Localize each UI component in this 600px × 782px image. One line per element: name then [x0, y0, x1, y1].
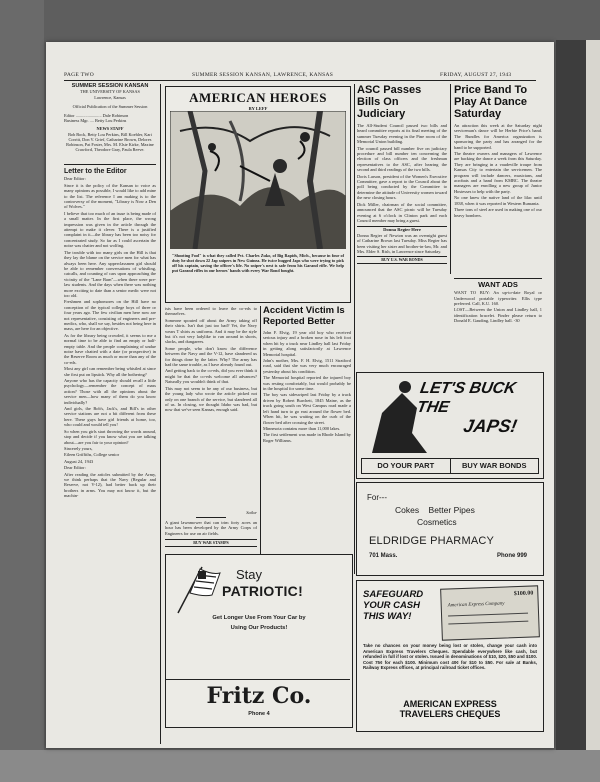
asc-body [357, 123, 447, 223]
adjacent-page-edge [556, 40, 600, 760]
scan-left-background [0, 0, 44, 782]
paragraph: The theatre owners and managers of Lawrence are backing the dance a week from this Saturday. They are bringing in a vaudeville troupe from Kansas City to entertain the servicemen. The program will include dancers, musicians, and acrobats and a band from KMBC. The theatre managers are enrolling a new group of Junior Hostesses to help with the party. [454, 151, 542, 194]
eldridge-pharmacy-ad: For--- Cokes Better Pipes Cosmetics ELDRIDGE PHARMACY 701 Mass. Phone 999 [356, 482, 544, 576]
masthead-official: Official Publication of the Summer Session [72, 103, 148, 109]
paragraph: Dear Editor: [64, 176, 86, 182]
paragraph: Doris Larson, president of the Women's Executive Committee, gave a report to the Council about the poll being conducted by the Committee to determine the attitude of University women toward the new closing hours. [357, 173, 447, 201]
signoff: Sailor [246, 510, 257, 515]
paragraph: The boy was sideswiped last Friday by a truck driven by Robert Burchett, 1845 Maine, as the truck going south on West Campus road made a left hand turn to go east around the flower bed. When hit, he was waiting on the curb of the flower bed after crossing the street. [263, 392, 351, 425]
masthead-editor: Editor ........................ Dale Robinson [64, 113, 129, 119]
column-rule [354, 84, 355, 574]
column-rule [160, 84, 161, 744]
fritz-co-ad: Stay PATRIOTIC! Get Longer Use From Your Car by Using Our Products! Fritz Co. Phone 4 [165, 554, 353, 728]
asc-headline: ASC Passes Bills On Judiciary [357, 84, 422, 120]
buck-headline: LET'S BUCK THE JAPS! [415, 380, 519, 436]
do-your-part: DO YOUR PART [362, 459, 451, 473]
american-heroes-panel [165, 86, 351, 303]
letter-to-editor [64, 166, 156, 746]
masthead-title: SUMMER SESSION KANSAN [71, 83, 149, 89]
masthead [64, 84, 156, 152]
paragraph: This may not seem to be any of our business, but the young lady who wrote the article picked not only on one branch of the service, but slandered all of us. In closing, we thought Idaho was bad, but now that we've seen Kansas, enough said. [165, 385, 257, 413]
want-ads-title: WANT ADS [478, 279, 518, 289]
pharmacy-name: ELDRIDGE PHARMACY [369, 535, 495, 547]
scan-bottom-background [0, 750, 600, 782]
paragraph: No one knew the native land of the lilac until 1838, when it was reported in Western Rumania. [454, 195, 542, 206]
paragraph: The All-Student Council passed two bills and heard committee reports at its final meeting of the summer Tuesday evening in the Pine room of the Memorial Union building. [357, 123, 447, 145]
paragraph: Most any girl can remember being whistled at since she first put on lipstick. Why all the bothering? [64, 366, 156, 377]
lawnmower-item [165, 510, 257, 547]
buck-the-japs-ad [356, 372, 544, 479]
lawnmower-text: A giant lawnmower that can trim forty acres an hour has been developed by the Army Corps of Engineers for use on air fields. [165, 520, 257, 536]
accident-article [263, 306, 351, 574]
news-staff-list: Bob Bock, Betty Lou Perkins, Bill Koehler, Kari Corritt, Don V. Grief, Catharine Brown, Delores Robinson, Pat Foster, Mrs. M. Elsie Kirke, Maxine Crawford, Theodore Gray, Paula Reeve. [66, 131, 154, 153]
heroes-caption: "Shooting Fool" is what they called Pvt. Charles Zuko, of Big Rapids, Mich., because in four of duty he shot down 22 Jap snipers in New Guinea. He twice hugged Japs who were trying to pick off his captain, saving the officer's life. No sniper's nest is safe from his Garand rifle. We help put Garand rifles in our heroes' hands with every War Bond bought. [172, 253, 344, 273]
buy-war-bonds: BUY WAR BONDS [462, 461, 527, 470]
paragraph: Some people, who don't know the difference between the Navy and the V-12, have slandered us for things done by the latter. Why? The army has had the same trouble, as I have already found out. [165, 345, 257, 368]
paragraph: I believe that too much of an issue is being made of a small matter. In the first place, the wrong impression was given in the article through the attempt to make it clever. There is a justified complaint in it—the library has been too noisy for concentrated study. So far as I could ascertain the noise was chatter and not wolfing. [64, 210, 156, 249]
american-express-ad [356, 580, 544, 732]
price-band-article [454, 84, 542, 274]
paragraph: Freshmen and sophomores on the Hill have no conception of the typical college boys of three or four years ago. The few civilian men here now are not representative, consisting of engineers and pre-medics, who, shall we say, besides not being here in mass, are here for an objective. [64, 299, 156, 332]
price-band-headline: Price Band To Play At Dance Saturday [454, 84, 528, 120]
war-bonds-strip: BUY U.S. WAR BONDS [357, 256, 447, 263]
accident-body [263, 330, 351, 443]
safeguard-headline: SAFEGUARD YOUR CASH THIS WAY! [363, 589, 424, 622]
newspaper-page [46, 42, 554, 748]
paragraph: The Memorial hospital reported the injured boy was resting comfortably, but would probably be in the hospital for some time. [263, 375, 351, 392]
buck-footer [361, 458, 539, 474]
paragraph: Dick Miller, chairman of the social committee, announced that the ASC picnic will be Tuesday evening at 6 o'clock in Clinton park and each Council member may bring a guest. [357, 201, 447, 223]
patriotic-text: PATRIOTIC! [222, 583, 304, 599]
paragraph: Eileen Griffiths, College senior [64, 452, 120, 458]
paragraph: Minnesota contains more than 11,000 lakes. [263, 425, 341, 431]
news-staff-title: NEWS STAFF [96, 126, 124, 132]
donna-regier-title: Donna Regier Here [357, 226, 447, 232]
paragraph: Since it is the policy of the Kansan to voice as many opinions as possible, I would like to add mine to the list. The reference I am making is to the controversy of the moment, "Library is Now a Den of Wolves." [64, 182, 156, 210]
divider [64, 164, 156, 165]
paragraph: August 24, 1943 [64, 458, 94, 464]
masthead-university: THE UNIVERSITY OF KANSAS [80, 89, 140, 95]
paragraph: Anyone who has the capacity should recall a little psychology—remember the concept of mass action? Those with all the opinions about the service men—how many of them do you know individually? [64, 378, 156, 405]
heroes-byline: BY LEFF [248, 106, 268, 111]
paragraph: Three tons of steel are used in making one of our heavy bombers. [454, 207, 542, 218]
heroes-title: AMERICAN HEROES [189, 90, 327, 105]
donna-regier-text: Donna Regier of Newton was an overnight guest of Catharine Brown last Tuesday. Miss Regier has been visiting her sister and brother-in-law, Mr. and Mrs. Elder S. Rish, in Lawrence since Saturday. [357, 232, 447, 254]
flag-icon [172, 565, 222, 615]
masthead-city: Lawrence, Kansas [94, 94, 126, 100]
paragraph: And getting back to the co-eds, did you ever think it might be that the co-eds welcome all advances? Naturally you wouldn't think of that. [165, 368, 257, 385]
express-body: Take no chances on your money being lost or stolen, change your cash into American Express Travelers Cheques. Spendable everywhere like cash, but refunded in full if lost or stolen. Issued in denominations of $10, $20, $50 and $100. Cost 75¢ for each $100. Minimum cost 40¢ for $10 to $50. For sale at Banks, Railway Express offices, at principal railroad ticket offices. [363, 643, 537, 671]
column-rule [450, 84, 451, 274]
want-ad-item: WANT TO BUY: An up-to-date Royal or Underwood portable typewriter. Ellis type preferred. Call, K.U. 160. [454, 290, 542, 307]
letter-continuation-body [165, 306, 257, 413]
paragraph: John's mother, Mrs. F. H. Elvig, 1511 Stratford road, said that she was very much encouraged yesterday about his condition. [263, 358, 351, 374]
paper-title-line: SUMMER SESSION KANSAN, LAWRENCE, KANSAS [192, 72, 334, 78]
header-rule [64, 80, 536, 81]
war-stamps-strip: BUY WAR STAMPS [165, 539, 257, 546]
masthead-business: Business Mgr. .... Betty Lou Perkins [64, 118, 127, 124]
paragraph: So when you girls start throwing the words around, stop and decide if you know what you are talking about—are you fair to your opinion? [64, 428, 156, 445]
letter-body [64, 176, 156, 498]
heroes-illustration [170, 111, 346, 249]
stay-text: Stay [236, 567, 263, 582]
fritz-brand: Fritz Co. [206, 683, 312, 709]
page-number: PAGE TWO [64, 72, 95, 78]
paragraph: Sincerely yours, [64, 445, 93, 451]
column-rule [260, 306, 261, 576]
paragraph: As for the library being crowded, it seems to me a normal time to be able to find an empty or half-empty table. And the people complaining of undue noise have chatted with a date (or prospective) in the Reserve Room as much or more than any of the co-eds. [64, 332, 156, 365]
paragraph: The trouble with too many girls on the Hill is that they lay the blame on the service men for what has always been here. Any upperclassmen girl should be able to remember conversations of whistling, catcalls, and counting of cars upon approaching the vicinity of the "Lane Barn"—when there were pre-law students. And the days when there was nothing more exciting to date than a senior medic were not too old. [64, 249, 156, 298]
want-ad-item: LOST—Between the Union and Lindley hall, 1 identification bracelet. Finder please return to Donald E. Gauding, Lindley hall. -30 [454, 307, 542, 324]
letter-title: Letter to the Editor [64, 168, 127, 175]
cheque-image: $100.00 American Express Company [440, 585, 540, 640]
paragraph: John F. Elvig, 19 year old boy who received serious injury and a broken nose in his left foot when hit by a truck near Lindley hall last Friday in getting along satisfactorily at Lawrence Memorial hospital. [263, 330, 351, 357]
paragraph: Someone spouted off about the Army taking off their shirts. Isn't that just too bad? Yet, the Navy wears T shirts as uniforms. And it may be the style but it's not very ladylike to run around in shorts, slacks, and dungarees. [165, 317, 257, 345]
issue-date: FRIDAY, AUGUST 27, 1943 [440, 72, 512, 78]
paragraph: The first settlement was made in Rhode Island by Roger Williams. [263, 432, 351, 443]
letter-continuation [165, 306, 257, 531]
paragraph: And girls, the Bob's, Jack's, and Bill's in other service stations are not a bit different from these here. These guys have girl friends at home, too, who could and would tell you! [64, 406, 156, 428]
paragraph: ists have been ordered to leave the co-eds to themselves. [165, 306, 257, 317]
paragraph: An attraction this week at the Saturday night serviceman's dance will be Herbie Price's band. The Bundles for America organization is sponsoring the party and has arranged for the band to be supported. [454, 123, 542, 150]
accident-headline: Accident Victim Is Reported Better [263, 306, 345, 327]
price-band-body [454, 123, 542, 218]
asc-article [357, 84, 447, 404]
paragraph: After reading the articles submitted by the Army, we think perhaps that the Navy (Regular and Reserve, not V-12), had better back up their brothers in arms. You may not know it, but the machin- [64, 471, 156, 499]
want-ads [454, 278, 542, 325]
express-footer: AMERICAN EXPRESS TRAVELERS CHEQUES [399, 699, 501, 719]
paragraph: Dear Editor: [64, 465, 86, 471]
paragraph: The council passed bill number five on judiciary procedure and bill number ten concerning the election of class officers and the freshman representatives to the ASC, after hearing the second and third readings of the two bills. [357, 145, 447, 173]
